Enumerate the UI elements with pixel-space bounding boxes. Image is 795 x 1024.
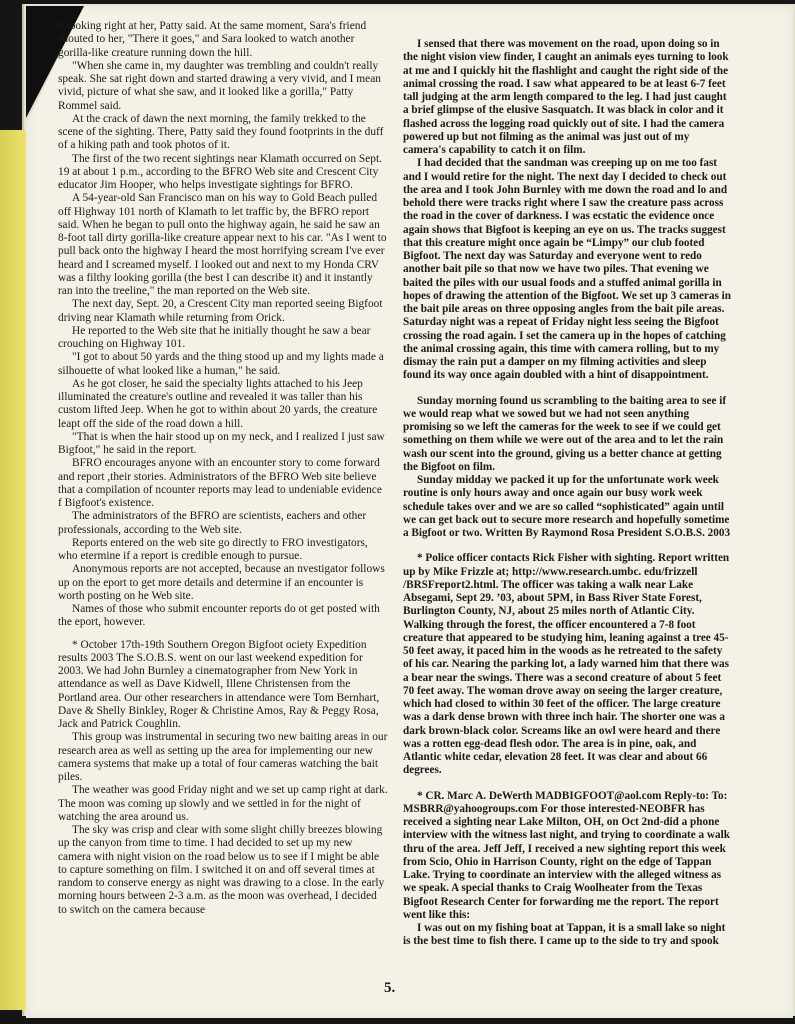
paragraph: * Police officer contacts Rick Fisher with sighting. Report written up by Mike Frizzle at; http://www.research.umbc. edu/frizzell /BRSFreport2.html. The officer was taking a walk near Lake Absegami, Sept 29. ’03, about 5PM, in Bass River State Forest, Burlington County, NJ, about 25 miles north of Atlantic City. Walking through the forest, the officer encountered a 7-8 foot creature that appeared to be studying him, leaning against a tree 45-50 feet away, it paced him in the woods as he retreated to the safety of his car. Nearing the parking lot, a lady warned him that there was a bear near the swings. There was a second creature of about 5 feet 70 feet away. The woman drove away on seeing the larger creature, which had closed to within 30 feet of the officer. The large creature was a dark dense brown with three inch hair. The shorter one was a dark brown-black color. Screams like an owl were heard and there was a rotten egg-dead flesh odor. The area is in pine, oak, and Atlantic white cedar, elevation 28 feet. It was clear and about 66 degrees. [403,552,730,777]
paragraph: BFRO encourages anyone with an encounter story to come forward and report ,their stories. Administrators of the BFRO Web site believe that a compilation of ncounter reports may lead to undeniable evidence f Bigfoot's existence. [58,457,382,509]
paragraph: Reports entered on the web site go directly to FRO investigators, who etermine if a report is credible enough to pursue. [58,536,368,562]
paragraph: Sunday morning found us scrambling to the baiting area to see if we would reap what we sowed but we had not seen anything promising so we left the cameras for the week to see if we could get something on them while we were out of the area and to let the rain wash our scent into the ground, giving us a better chance at getting the Bigfoot on film. [403,394,727,473]
yellow-page-edge [0,130,26,1010]
paragraph: I was out on my fishing boat at Tappan, it is a small lake so night is the best time to fish there. I came up to the side to try and spook [403,922,726,948]
paragraph: * October 17th-19th Southern Oregon Bigfoot ociety Expedition results 2003 The S.O.B.S. went on our last weekend expedition for 2003. We had John Burnley a cinematographer from New York in attendance as well as Dave Kidwell, Illene Christensen from the Portland area. Our other researchers in attendance were Tom Bernhart, Dave & Shelly Binkley, Roger & Christine Amos, Ray & Peggy Rosa, Jack and Patrick Coughlin. [58,638,380,730]
paragraph: I sensed that there was movement on the road, upon doing so in the night vision view finder, I caught an animals eyes turning to look at me and I quickly hit the flashlight and caught the right side of the animal crossing the road. I saw what appeared to be at least 6-7 feet tall judging at the arm length compared to the leg. I had just caught a brief glimpse of the elusive Sasquatch. It was black in color and it flashed across the logging road quickly out of site. I had the camera powered up but not filming as the animal was just out of my camera's capability to catch it on film. [403,38,729,156]
paragraph: He reported to the Web site that he initially thought he saw a bear crouching on Highway 101. [58,324,371,350]
paragraph: The sky was crisp and clear with some slight chilly breezes blowing up the canyon from time to time. I had decided to set up my new camera with night vision on the road below us to see if I might be able to capture something on film. I switched it on and off several times at random to conserve energy as night was drawing to a close. In the early morning hours between 2-3 a.m. as the moon was overhead, I decided to switch on the camera because [58,824,385,916]
paragraph: The weather was good Friday night and we set up camp right at dark. The moon was coming up slowly and we settled in for the night of watching the area around us. [58,784,388,823]
paragraph: This group was instrumental in securing two new baiting areas in our research area as well as setting up the area for implementing our new camera systems that make up a total of four cameras watching the bait piles. [58,731,388,783]
paragraph: "I got to about 50 yards and the thing stood up and my lights made a silhouette of what looked like a human," he said. [58,351,384,377]
paragraph: "That is when the hair stood up on my neck, and I realized I just saw Bigfoot," he said in the report. [58,430,385,456]
paragraph: The administrators of the BFRO are scientists, eachers and other professionals, according to the Web site. [58,510,367,536]
paragraph: At the crack of dawn the next morning, the family trekked to the scene of the sighting. There, Patty said they found footprints in the duff of a hiking path and took photos of it. [58,112,384,152]
right-column [403,38,733,949]
paragraph: Names of those who submit encounter reports do ot get posted with the eport, however. [58,603,380,629]
left-column [58,20,388,917]
paragraph: "When she came in, my daughter was trembling and couldn't really speak. She sat right down and started drawing a very vivid, and I mean vivid, picture of what she saw, and it looked like a gorilla," Patty Rommel said. [58,59,381,112]
paragraph: Anonymous reports are not accepted, because an nvestigator follows up on the eport to get more details and determine if an encounter is worth posting on he Web site. [58,563,385,602]
page-number: 5. [384,980,396,996]
paragraph: d looking right at her, Patty said. At the same moment, Sara's friend shouted to her, "There it goes," and Sara looked to watch another gorilla-like creature running down the hill. [58,20,367,59]
paragraph: Sunday midday we packed it up for the unfortunate work week routine is only hours away and once again our busy work week schedule takes over and we are so called “sophisticated” again until we can get back out to secure more research and hopefully sometime a Bigfoot or two. Written By Raymond Rosa President S.O.B.S. 2003 [403,474,731,539]
paragraph: The first of the two recent sightings near Klamath occurred on Sept. 19 at about 1 p.m., according to the BFRO Web site and Crescent City educator Jim Hooper, who helps investigate sightings for BFRO. [58,152,382,191]
paragraph: As he got closer, he said the specialty lights attached to his Jeep illuminated the creature's outline and revealed it was taller than his custom lifted Jeep. When he got to within about 20 yards, the creature leapt off the side of the road down a hill. [58,377,378,430]
paragraph: A 54-year-old San Francisco man on his way to Gold Beach pulled off Highway 101 north of Klamath to let traffic by, the BFRO report said. When he began to pull onto the highway again, he said he saw an 8-foot tall dirty gorilla-like creature appear next to his car. "As I went to pull back onto the highway I heard the most horrifying scream I've ever heard and I screamed myself. I looked out and next to my Honda CRV was a filthy looking gorilla (the best I can describe it) and it instantly ran into the treeline," the man reported on the Web site. [58,192,387,297]
paragraph: * CR. Marc A. DeWerth MADBIGFOOT@aol.com Reply-to: To: MSBRR@yahoogroups.com For those interested-NEOBFR has received a sighting near Lake Milton, OH, on Oct 2nd-did a phone interview with the witness last night, and trying to coordinate a walk thru of the area. Jeff Jeff, I received a new sighting report this week from Scio, Ohio in Harrison County, right on the edge of Tappan Lake. Trying to coordinate an interview with the alleged witness as we speak. A special thanks to Craig Woolheater from the Texas Bigfoot Research Center for forwarding me the report. The report went like this: [403,789,730,921]
paragraph: The next day, Sept. 20, a Crescent City man reported seeing Bigfoot driving near Klamath while returning from Orick. [58,298,383,324]
paragraph: I had decided that the sandman was creeping up on me too fast and I would retire for the night. The next day I decided to check out the area and I took John Burnley with me down the road and lo and behold there were tracks right where I saw the creature pass across the road in the cover of darkness. I was ecstatic the evidence once again shows that Bigfoot is keeping an eye on us. The tracks suggest that this creature might once again be “Limpy” our club footed Bigfoot. The next day was Saturday and everyone went to redo another bait pile so that now we have two piles. That evening we baited the piles with our usual foods and a stuffed animal gorilla in hopes of drawing the attention of the Bigfoot. We set up 3 cameras in the bait pile areas on three opposing angles from the bait pile areas. Saturday night was a repeat of Friday night less seeing the Bigfoot crossing the road again. I set the camera up in the hopes of catching the animal crossing again, this time with camera rolling, but to my dismay the rain put a damper on my filming activities and sleep found its way once again doubled with a hint of disappointment. [403,157,731,382]
